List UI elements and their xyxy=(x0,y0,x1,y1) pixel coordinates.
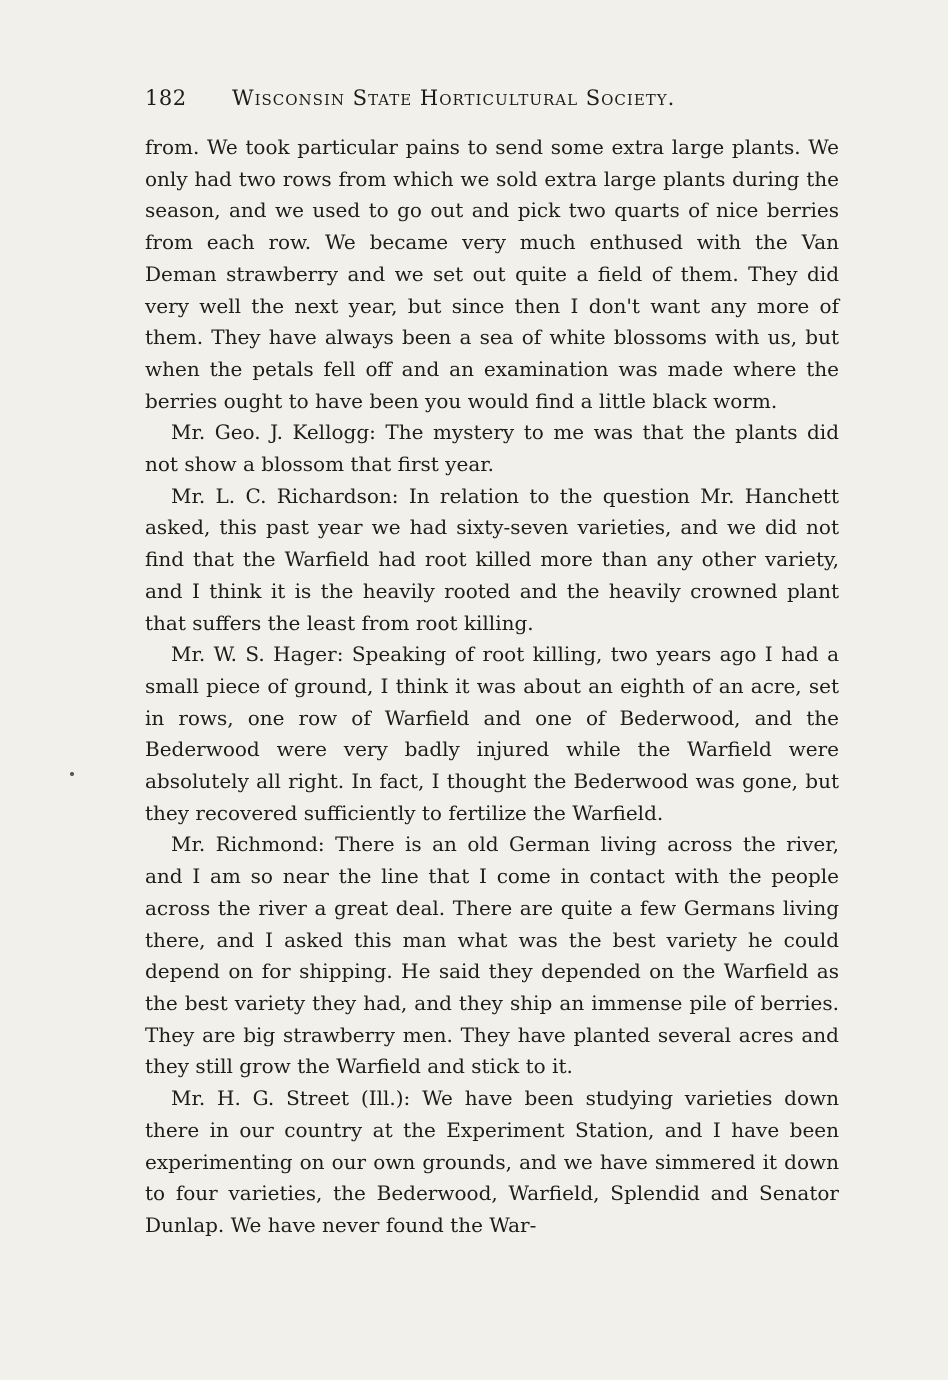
speaker-name: Mr. L. C. Richardson: xyxy=(171,483,399,508)
paragraph-text: In relation to the question Mr. Hanchett asked, this past year we had sixty-seven varieties, and we did not find that the Warfield had root killed more than any other variety, and I think it is the heavily rooted and the heavily crowned plant that suffers the least from root killing. xyxy=(145,483,840,635)
paragraph-text: Speaking of root killing, two years ago I had a small piece of ground, I think it was about an eighth of an acre, set in rows, one row of Warfield and one of Bederwood, and the Bederwood were very badly injured while the Warfield were absolutely all right. In fact, I thought the Bederwood was gone, but they recovered sufficiently to fertilize the Warfield. xyxy=(145,642,840,825)
speaker-name: Mr. Geo. J. Kellogg: xyxy=(171,420,376,445)
body-text xyxy=(145,132,839,1242)
paragraph-text: There is an old German living across the river, and I am so near the line that I come in contact with the people across the river a great deal. There are quite a few Germans living there, and I asked this man what was the best variety he could depend on for shipping. He said they depended on the Warfield as the best variety they had, and they ship an immense pile of berries. They are big strawberry men. They have planted several acres and they still grow the Warfield and stick to it. xyxy=(145,832,839,1079)
paragraph-hager xyxy=(145,639,839,829)
paragraph-richardson xyxy=(145,481,839,640)
speaker-name: Mr. H. G. Street (Ill.): xyxy=(171,1086,411,1111)
page-number: 182 xyxy=(145,86,187,110)
paragraph-continuation xyxy=(145,132,839,417)
paragraph-street xyxy=(145,1083,839,1242)
running-title: Wisconsin State Horticultural Society. xyxy=(232,86,676,110)
margin-speck xyxy=(70,772,74,776)
paragraph-text: The mystery to me was that the plants did not show a blossom that first year. xyxy=(145,420,839,477)
paragraph-text: We have been studying varieties down there in our country at the Experiment Station, and I have been experimenting on our own grounds, and we have simmered it down to four varieties, the Bederwood, Warfield, Splendid and Senator Dunlap. We have never found the War- xyxy=(145,1086,840,1237)
speaker-name: Mr. Richmond: xyxy=(171,832,325,857)
paragraph-text: from. We took particular pains to send some extra large plants. We only had two rows from which we sold extra large plants during the season, and we used to go out and pick two quarts of nice berries from each row. We became very much enthused with the Van Deman strawberry and we set out quite a field of them. They did very well the next year, but since then I don't want any more of them. They have always been a sea of white blossoms with us, but when the petals fell off and an examination was made where the berries ought to have been you would find a little black worm. xyxy=(145,135,839,413)
speaker-name: Mr. W. S. Hager: xyxy=(171,642,344,667)
paragraph-kellogg xyxy=(145,417,839,480)
paragraph-richmond xyxy=(145,829,839,1083)
page-header xyxy=(145,86,755,116)
